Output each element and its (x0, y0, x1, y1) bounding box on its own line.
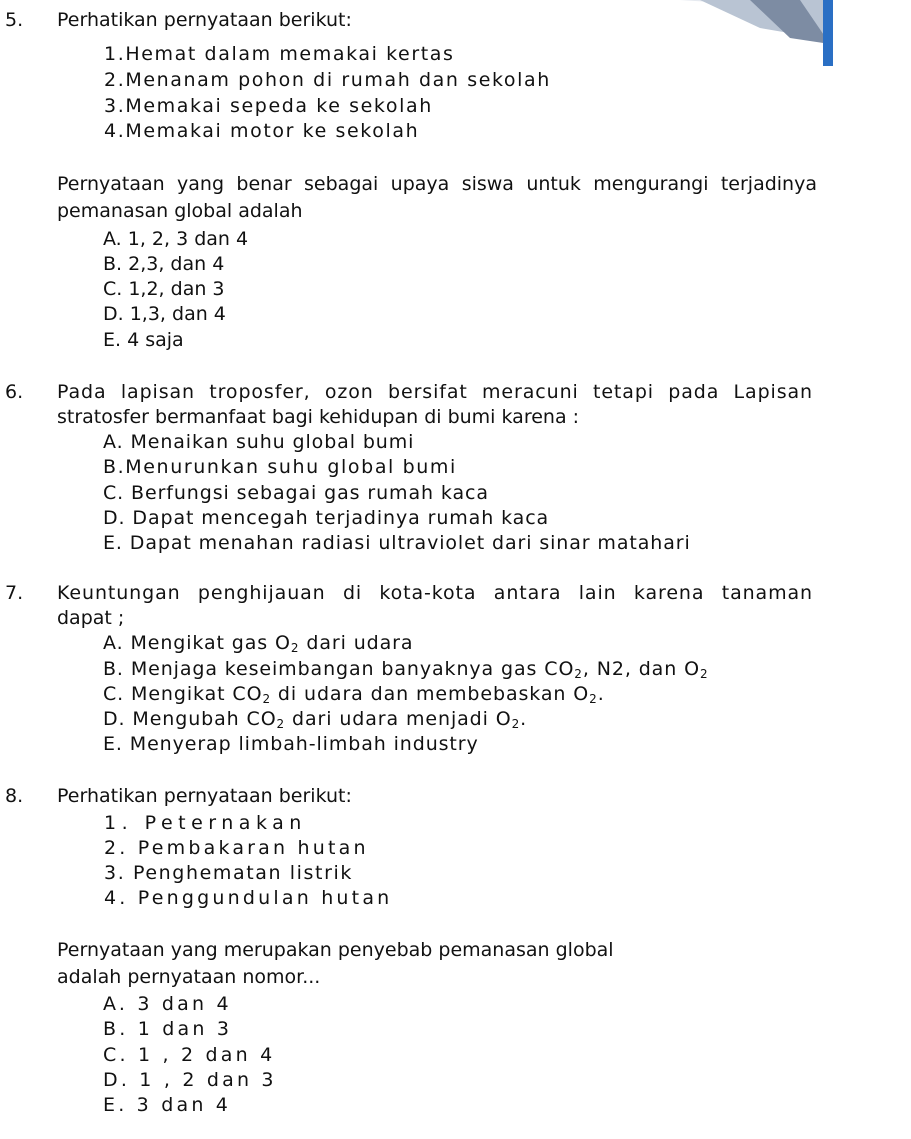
statement-1: 1. Peternakan (104, 812, 307, 834)
option-a: A. 1, 2, 3 dan 4 (103, 228, 249, 250)
option-c: C. 1 , 2 dan 4 (103, 1044, 276, 1066)
question-text-line-2: dapat ; (57, 607, 125, 629)
option-e: E. Dapat menahan radiasi ultraviolet dari sinar matahari (103, 532, 691, 554)
option-e: E. Menyerap limbah-limbah industry (103, 733, 479, 755)
option-b: B. 2,3, dan 4 (103, 253, 225, 275)
question-number: 5. (5, 9, 24, 31)
question-text-line-2: pemanasan global adalah (57, 200, 303, 222)
option-a: A. Menaikan suhu global bumi (103, 431, 415, 453)
option-c: C. Mengikat $CO_2$ di udara dan membebaskan $O_2$. (103, 683, 605, 706)
option-d: D. Dapat mencegah terjadinya rumah kaca (103, 507, 550, 529)
question-number: 7. (5, 582, 24, 604)
option-a: A. 3 dan 4 (103, 993, 232, 1015)
option-c: C. Berfungsi sebagai gas rumah kaca (103, 482, 489, 504)
option-a: A. Mengikat gas $O_2$ dari udara (103, 632, 414, 655)
option-b: B.Menurunkan suhu global bumi (103, 456, 457, 478)
statement-2: 2.Menanam pohon di rumah dan sekolah (104, 69, 551, 91)
option-e: E. 3 dan 4 (103, 1094, 232, 1116)
statement-2: 2. Pembakaran hutan (104, 837, 369, 859)
question-text-line-1: Keuntungan penghijauan di kota-kota antara lain karena tanaman (57, 582, 813, 604)
question-text-line-2: stratosfer bermanfaat bagi kehidupan di bumi karena : (57, 406, 580, 428)
question-text-line-1: Pernyataan yang benar sebagai upaya siswa untuk mengurangi terjadinya (57, 173, 817, 195)
option-d: D. 1,3, dan 4 (103, 303, 226, 325)
statement-1: 1.Hemat dalam memakai kertas (104, 43, 455, 65)
statement-3: 3.Memakai sepeda ke sekolah (104, 95, 433, 117)
statement-4: 4. Penggundulan hutan (104, 887, 393, 909)
option-d: D. Mengubah $CO_2$ dari udara menjadi $O_2$. (103, 708, 528, 731)
option-e: E. 4 saja (103, 329, 184, 351)
option-c: C. 1,2, dan 3 (103, 278, 225, 300)
option-d: D. 1 , 2 dan 3 (103, 1069, 277, 1091)
option-b: B. 1 dan 3 (103, 1018, 233, 1040)
statement-4: 4.Memakai motor ke sekolah (104, 120, 420, 142)
option-b: B. Menjaga keseimbangan banyaknya gas $CO_2$, N2, dan $O_2$ (103, 658, 709, 681)
question-prompt: Perhatikan pernyataan berikut: (57, 785, 352, 807)
question-text-line-1: Pernyataan yang merupakan penyebab pemanasan global (57, 939, 614, 961)
statement-3: 3. Penghematan listrik (104, 862, 353, 884)
question-number: 6. (5, 381, 24, 403)
question-text-line-1: Pada lapisan troposfer, ozon bersifat meracuni tetapi pada Lapisan (57, 381, 813, 403)
question-number: 8. (5, 785, 24, 807)
question-prompt: Perhatikan pernyataan berikut: (57, 9, 352, 31)
question-text-line-2: adalah pernyataan nomor... (57, 966, 321, 988)
